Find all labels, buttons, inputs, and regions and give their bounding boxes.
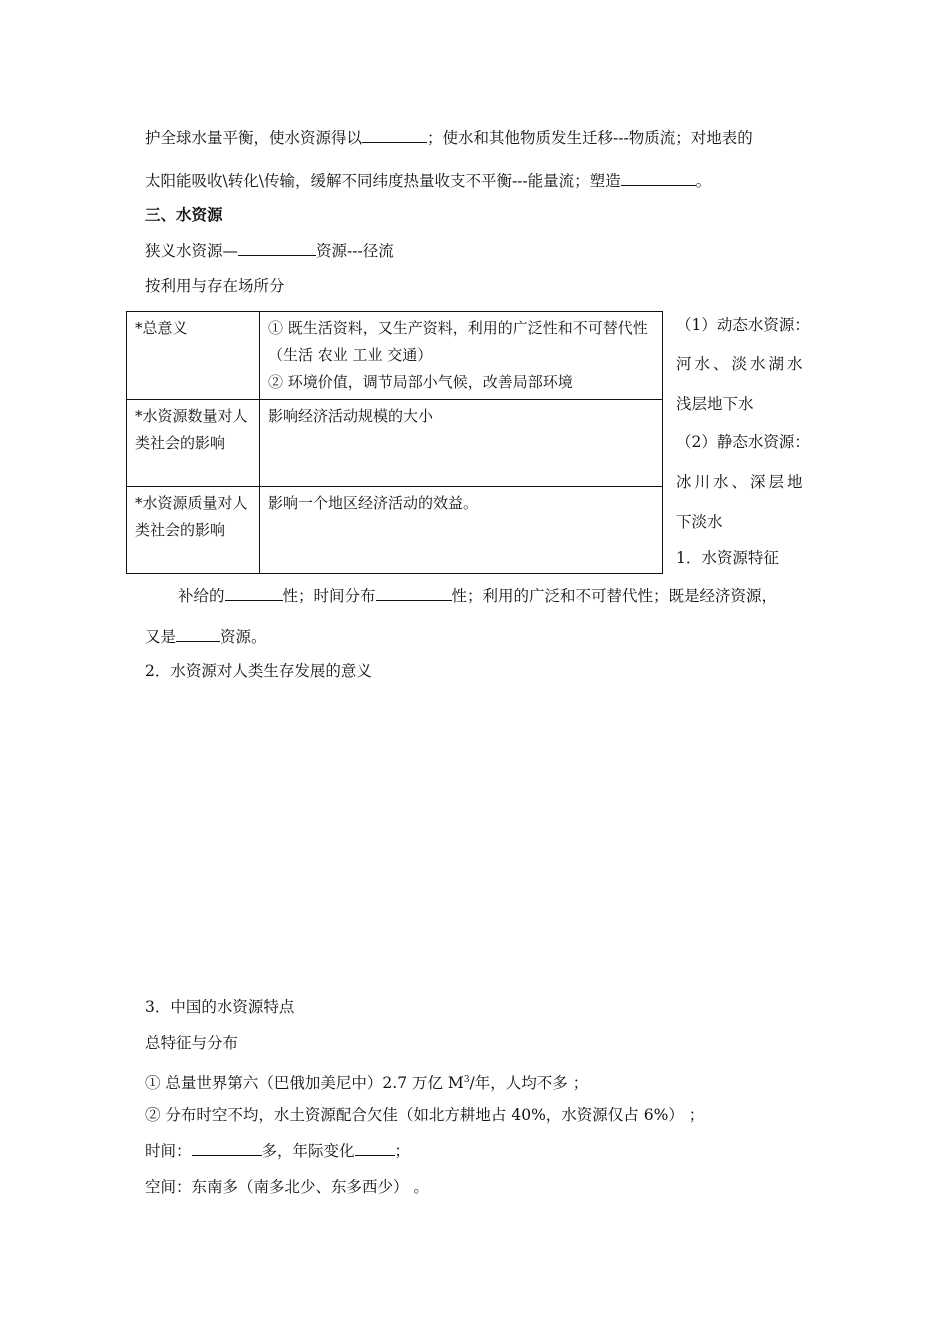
china-space: 空间：东南多（南多北少、东多西少） 。	[145, 1178, 429, 1196]
fill-blank[interactable]	[176, 626, 220, 642]
dynamic-water-item: 浅层地下水	[676, 395, 754, 413]
table-row	[127, 487, 663, 574]
significance-title: 2．水资源对人类生存发展的意义	[145, 662, 372, 680]
china-time: 时间： 多，年际变化 ；	[145, 1142, 411, 1160]
fill-blank[interactable]	[355, 1140, 395, 1156]
row-label: *水资源数量对人类社会的影响	[127, 400, 260, 487]
row-label: *总意义	[127, 312, 260, 400]
row-content: 影响经济活动规模的大小	[260, 400, 663, 487]
paragraph-line: 太阳能吸收\转化\传输，缓解不同纬度热量收支不平衡---能量流；塑造 。	[145, 172, 712, 190]
narrow-definition: 狭义水资源— 资源---径流	[145, 242, 394, 260]
water-resource-table	[126, 311, 663, 574]
china-subtitle: 总特征与分布	[145, 1034, 239, 1052]
china-item-total: ① 总量世界第六（巴俄加美尼中）2.7 万亿 $M^3/$年，人均不多 ；	[145, 1074, 589, 1093]
row-content: 影响一个地区经济活动的效益。	[260, 487, 663, 574]
classification-note: 按利用与存在场所分	[145, 277, 285, 295]
fill-blank[interactable]	[225, 585, 283, 601]
fill-blank[interactable]	[238, 240, 316, 256]
fill-blank[interactable]	[621, 170, 696, 186]
dynamic-water-title: （1）动态水资源：	[676, 316, 810, 334]
fill-blank[interactable]	[362, 127, 427, 143]
static-water-item: 下淡水	[676, 513, 723, 531]
china-item-distribution: ② 分布时空不均，水土资源配合欠佳（如北方耕地占 40%，水资源仅占 6%） ；	[145, 1106, 705, 1124]
features-line: 又是 资源。	[145, 628, 267, 646]
static-water-item: 冰川水、深层地	[676, 473, 806, 491]
table-row	[127, 312, 663, 400]
china-title: 3．中国的水资源特点	[145, 998, 295, 1016]
row-content: ① 既生活资料，又生产资料，利用的广泛性和不可替代性（生活 农业 工业 交通） ② 环境价值，调节局部小气候，改善局部环境	[260, 312, 663, 400]
table-row	[127, 400, 663, 487]
fill-blank[interactable]	[192, 1140, 262, 1156]
row-label: *水资源质量对人类社会的影响	[127, 487, 260, 574]
section-heading: 三、水资源	[145, 206, 223, 224]
features-line: 补给的 性；时间分布 性；利用的广泛和不可替代性；既是经济资源，	[178, 587, 778, 605]
static-water-title: （2）静态水资源：	[676, 433, 810, 451]
dynamic-water-item: 河水、淡水湖水	[676, 355, 806, 373]
fill-blank[interactable]	[376, 585, 452, 601]
paragraph-line: 护全球水量平衡，使水资源得以 ；使水和其他物质发生迁移---物质流；对地表的	[145, 129, 753, 147]
feature-title: 1．水资源特征	[676, 549, 779, 567]
